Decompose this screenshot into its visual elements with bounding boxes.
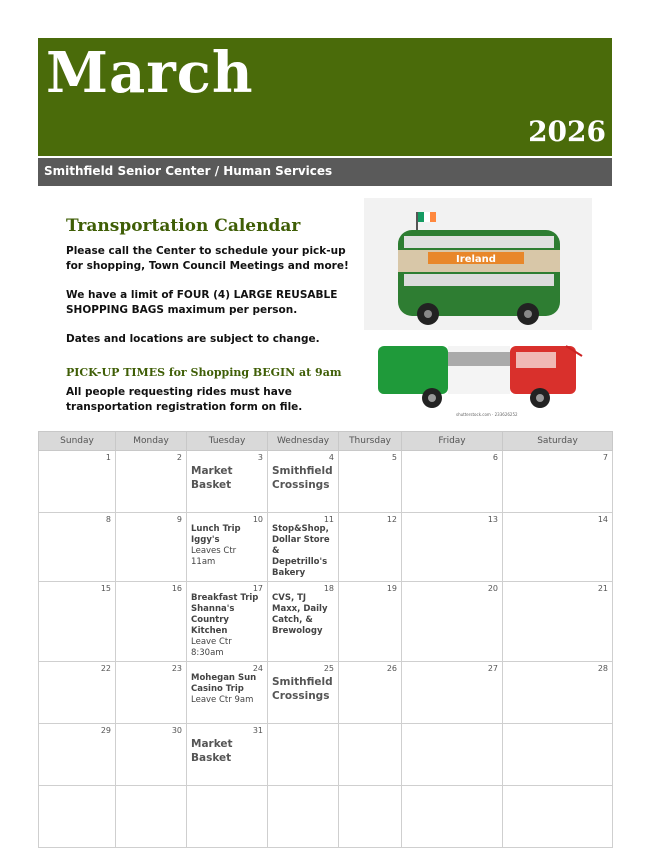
bus-sign-text: Ireland	[456, 254, 496, 265]
calendar-day-cell	[268, 513, 339, 582]
calendar-day-cell	[187, 451, 268, 513]
calendar-day-cell	[187, 662, 268, 724]
weekday-header: Monday	[116, 432, 187, 451]
day-number: 29	[100, 726, 111, 735]
day-number: 31	[252, 726, 263, 735]
organization-bar	[38, 158, 612, 186]
day-number: 3	[257, 453, 263, 462]
calendar-day-cell	[39, 513, 116, 582]
calendar-day-cell	[268, 582, 339, 662]
weekday-header: Saturday	[503, 432, 613, 451]
calendar-day-cell	[339, 662, 402, 724]
calendar-day-cell	[116, 582, 187, 662]
day-number: 27	[487, 664, 498, 673]
intro-section	[66, 216, 356, 361]
calendar-day-cell	[268, 724, 339, 786]
calendar-table	[38, 431, 613, 848]
calendar-day-cell	[39, 724, 116, 786]
event-description: Mohegan Sun Casino Trip	[191, 673, 257, 694]
day-number: 21	[597, 584, 608, 593]
intro-paragraph: Please call the Center to schedule your pick-up for shopping, Town Council Meetings and more!	[66, 245, 349, 272]
calendar-day-cell	[268, 662, 339, 724]
weekday-header: Friday	[402, 432, 503, 451]
event-title: Smithfield Crossings	[272, 465, 333, 491]
calendar-day-cell	[402, 451, 503, 513]
calendar-day-cell	[402, 662, 503, 724]
day-number: 17	[252, 584, 263, 593]
day-number: 5	[391, 453, 397, 462]
day-number: 9	[176, 515, 182, 524]
double-decker-bus-image	[364, 198, 592, 330]
calendar-week	[39, 451, 613, 513]
calendar-day-cell	[187, 513, 268, 582]
organization-name: Smithfield Senior Center / Human Services	[44, 164, 333, 178]
day-number: 2	[176, 453, 182, 462]
calendar-day-cell	[116, 513, 187, 582]
calendar-day-cell	[39, 662, 116, 724]
month-title: March	[46, 40, 254, 106]
calendar-day-cell	[268, 451, 339, 513]
day-number: 10	[252, 515, 263, 524]
day-number: 6	[492, 453, 498, 462]
calendar-day-cell	[339, 786, 402, 848]
day-number: 26	[386, 664, 397, 673]
calendar-day-cell	[187, 582, 268, 662]
day-number: 20	[487, 584, 498, 593]
pickup-title: PICK-UP TIMES for Shopping BEGIN at 9am	[66, 366, 342, 379]
day-number: 25	[323, 664, 334, 673]
calendar-day-cell	[339, 451, 402, 513]
event-description: CVS, TJ Maxx, Daily Catch, & Brewology	[272, 593, 328, 636]
intro-paragraph: We have a limit of FOUR (4) LARGE REUSABLE SHOPPING BAGS maximum per person.	[66, 289, 338, 316]
weekday-header: Wednesday	[268, 432, 339, 451]
year-label: 2026	[528, 115, 606, 148]
calendar-week	[39, 724, 613, 786]
day-number: 15	[100, 584, 111, 593]
event-description: Lunch Trip Iggy's	[191, 524, 241, 545]
calendar-day-cell	[503, 582, 613, 662]
day-number: 30	[171, 726, 182, 735]
day-number: 28	[597, 664, 608, 673]
event-description: Breakfast Trip Shanna's Country Kitchen	[191, 593, 259, 636]
calendar-day-cell	[503, 513, 613, 582]
calendar-day-cell	[402, 513, 503, 582]
calendar-day-cell	[116, 662, 187, 724]
calendar-week	[39, 786, 613, 848]
event-description: Stop&Shop, Dollar Store & Depetrillo's Bakery	[272, 524, 330, 578]
section-title: Transportation Calendar	[66, 216, 301, 236]
pickup-section	[66, 366, 366, 415]
calendar-day-cell	[339, 513, 402, 582]
calendar-day-cell	[339, 582, 402, 662]
calendar-week	[39, 513, 613, 582]
weekday-header: Thursday	[339, 432, 402, 451]
day-number: 24	[252, 664, 263, 673]
event-departure-time: Leave Ctr 8:30am	[191, 637, 232, 658]
calendar-day-cell	[503, 451, 613, 513]
calendar-day-cell	[116, 451, 187, 513]
calendar-day-cell	[187, 786, 268, 848]
calendar-day-cell	[402, 582, 503, 662]
calendar-day-cell	[39, 582, 116, 662]
day-number: 7	[602, 453, 608, 462]
italian-flag-bus-image	[376, 340, 586, 412]
calendar-day-cell	[339, 724, 402, 786]
weekday-header: Tuesday	[187, 432, 268, 451]
calendar-day-cell	[187, 724, 268, 786]
pickup-text: All people requesting rides must have transportation registration form on file.	[66, 386, 303, 413]
day-number: 4	[328, 453, 334, 462]
calendar-day-cell	[402, 724, 503, 786]
day-number: 12	[386, 515, 397, 524]
day-number: 22	[100, 664, 111, 673]
day-number: 13	[487, 515, 498, 524]
calendar-day-cell	[116, 724, 187, 786]
calendar-body	[39, 451, 613, 848]
day-number: 8	[105, 515, 111, 524]
calendar-day-cell	[503, 662, 613, 724]
day-number: 1	[105, 453, 111, 462]
event-departure-time: Leaves Ctr 11am	[191, 546, 237, 567]
calendar-day-cell	[268, 786, 339, 848]
month-banner	[38, 38, 612, 156]
event-title: Market Basket	[191, 465, 233, 491]
calendar-day-cell	[503, 786, 613, 848]
event-title: Market Basket	[191, 738, 233, 764]
day-number: 14	[597, 515, 608, 524]
day-number: 16	[171, 584, 182, 593]
day-number: 18	[323, 584, 334, 593]
image-caption: shutterstock.com · 233626252	[456, 412, 518, 417]
weekday-header-row	[39, 432, 613, 451]
calendar-day-cell	[503, 724, 613, 786]
event-departure-time: Leave Ctr 9am	[191, 695, 254, 705]
calendar-week	[39, 582, 613, 662]
day-number: 11	[323, 515, 334, 524]
day-number: 23	[171, 664, 182, 673]
calendar-day-cell	[39, 451, 116, 513]
calendar-day-cell	[116, 786, 187, 848]
event-title: Smithfield Crossings	[272, 676, 333, 702]
intro-paragraph: Dates and locations are subject to change.	[66, 333, 320, 345]
day-number: 19	[386, 584, 397, 593]
calendar-day-cell	[39, 786, 116, 848]
calendar-day-cell	[402, 786, 503, 848]
calendar-week	[39, 662, 613, 724]
weekday-header: Sunday	[39, 432, 116, 451]
